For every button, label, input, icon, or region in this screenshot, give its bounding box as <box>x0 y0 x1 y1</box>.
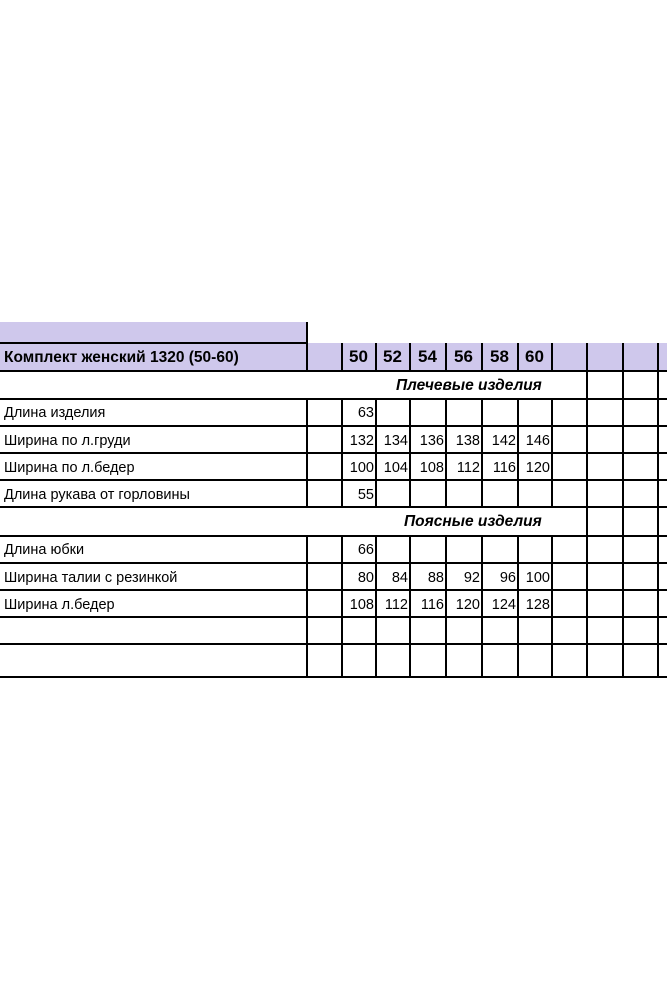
size-header-56: 56 <box>446 343 481 370</box>
value-cell: 66 <box>357 542 374 558</box>
value-cell: 100 <box>525 570 550 586</box>
value-cell: 100 <box>349 460 374 476</box>
grid-line <box>551 535 553 676</box>
value-cell: 112 <box>384 597 408 613</box>
value-cell: 96 <box>499 570 516 586</box>
grid-line <box>445 343 447 370</box>
grid-line <box>622 398 624 506</box>
grid-line <box>657 343 659 370</box>
grid-line <box>0 643 667 645</box>
size-header-58: 58 <box>482 343 517 370</box>
row-label: Ширина талии с резинкой <box>4 570 178 586</box>
grid-line <box>409 398 411 506</box>
grid-line <box>481 343 483 370</box>
value-cell: 112 <box>456 460 480 476</box>
grid-line <box>586 506 588 535</box>
grid-line <box>586 343 588 370</box>
value-cell: 120 <box>455 597 480 613</box>
value-cell: 116 <box>492 460 516 476</box>
value-cell: 84 <box>391 570 408 586</box>
grid-line <box>375 398 377 506</box>
row-label: Ширина л.бедер <box>4 597 115 613</box>
grid-line <box>0 425 667 427</box>
value-cell: 63 <box>357 405 374 421</box>
grid-line <box>622 370 624 398</box>
grid-line <box>551 343 553 370</box>
header-blank-cell <box>307 343 341 370</box>
grid-line <box>341 343 343 370</box>
grid-line <box>622 535 624 676</box>
header-blank-cell <box>623 343 657 370</box>
grid-line <box>481 398 483 506</box>
grid-line <box>0 562 667 564</box>
section-title-waist: Поясные изделия <box>404 513 542 530</box>
grid-line <box>0 616 667 618</box>
value-cell: 104 <box>383 460 408 476</box>
grid-line <box>341 535 343 676</box>
grid-line <box>0 398 667 400</box>
value-cell: 128 <box>525 597 550 613</box>
grid-line <box>0 535 667 537</box>
grid-line <box>306 535 308 676</box>
size-header-60: 60 <box>518 343 551 370</box>
value-cell: 116 <box>420 597 444 613</box>
value-cell: 120 <box>525 460 550 476</box>
grid-line <box>517 398 519 506</box>
row-label: Длина изделия <box>4 405 106 421</box>
value-cell: 108 <box>349 597 374 613</box>
grid-line <box>517 343 519 370</box>
header-blank-cell <box>552 343 586 370</box>
size-header-52: 52 <box>376 343 409 370</box>
header-blank-cell <box>587 343 622 370</box>
section-title-shoulder: Плечевые изделия <box>396 377 542 394</box>
grid-line <box>0 370 667 372</box>
value-cell: 92 <box>463 570 480 586</box>
grid-line <box>0 589 667 591</box>
grid-line <box>375 343 377 370</box>
value-cell: 108 <box>419 460 444 476</box>
grid-line <box>657 535 659 676</box>
grid-line <box>0 676 667 678</box>
value-cell: 80 <box>357 570 374 586</box>
grid-line <box>657 506 659 535</box>
value-cell: 138 <box>455 433 480 449</box>
grid-line <box>0 479 667 481</box>
grid-line <box>657 398 659 506</box>
grid-line <box>0 452 667 454</box>
size-header-54: 54 <box>410 343 445 370</box>
title-band <box>0 322 306 370</box>
grid-line <box>622 343 624 370</box>
grid-line <box>306 398 308 506</box>
grid-line <box>586 535 588 676</box>
grid-line <box>409 535 411 676</box>
grid-line <box>409 343 411 370</box>
grid-line <box>0 506 667 508</box>
value-cell: 88 <box>427 570 444 586</box>
row-label: Длина рукава от горловины <box>4 487 190 503</box>
value-cell: 124 <box>491 597 516 613</box>
chart-title: Комплект женский 1320 (50-60) <box>4 349 239 366</box>
size-header-50: 50 <box>342 343 375 370</box>
row-label: Ширина по л.груди <box>4 433 131 449</box>
grid-line <box>306 322 308 370</box>
value-cell: 55 <box>357 487 374 503</box>
value-cell: 142 <box>491 433 516 449</box>
grid-line <box>481 535 483 676</box>
grid-line <box>0 342 306 344</box>
grid-line <box>445 535 447 676</box>
header-blank-cell <box>658 343 667 370</box>
grid-line <box>586 398 588 506</box>
value-cell: 146 <box>525 433 550 449</box>
grid-line <box>341 398 343 506</box>
grid-line <box>586 370 588 398</box>
grid-line <box>622 506 624 535</box>
grid-line <box>657 370 659 398</box>
grid-line <box>445 398 447 506</box>
grid-line <box>375 535 377 676</box>
value-cell: 132 <box>349 433 374 449</box>
value-cell: 134 <box>383 433 408 449</box>
grid-line <box>551 398 553 506</box>
value-cell: 136 <box>419 433 444 449</box>
row-label: Ширина по л.бедер <box>4 460 135 476</box>
row-label: Длина юбки <box>4 542 85 558</box>
grid-line <box>517 535 519 676</box>
